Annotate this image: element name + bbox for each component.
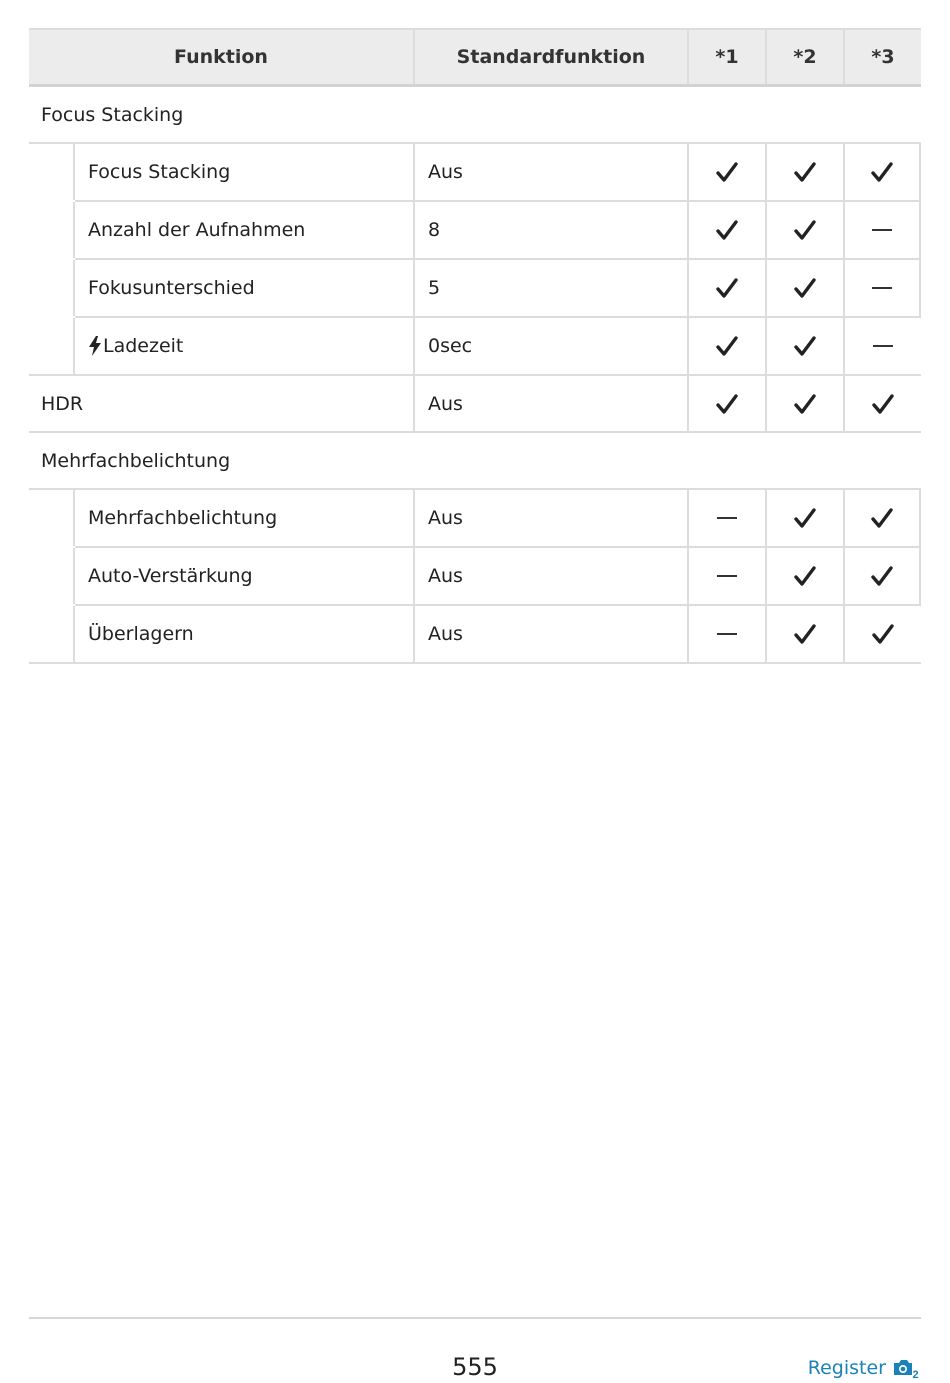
check-icon [794, 219, 816, 241]
mark-cell [689, 606, 767, 662]
mark-cell [767, 376, 845, 431]
row-label: Anzahl der Aufnahmen [75, 202, 415, 258]
mark-cell [767, 606, 845, 662]
table-row [29, 260, 921, 318]
svg-text:2: 2 [912, 1369, 919, 1379]
dash-icon [717, 575, 737, 577]
table-row [29, 144, 921, 202]
row-default: Aus [415, 548, 689, 604]
mark-cell [845, 202, 921, 258]
check-icon [716, 219, 738, 241]
header-function: Funktion [29, 30, 415, 84]
mark-cell [767, 202, 845, 258]
check-icon [794, 335, 816, 357]
mark-cell [845, 144, 921, 200]
mark-cell [689, 144, 767, 200]
dash-icon [717, 633, 737, 635]
check-icon [872, 393, 894, 415]
mark-cell [689, 318, 767, 374]
row-label: Mehrfachbelichtung [75, 490, 415, 546]
row-label: Ladezeit [103, 335, 184, 357]
dash-icon [873, 345, 893, 347]
register-label[interactable]: Register [807, 1357, 886, 1379]
mark-cell [845, 606, 921, 662]
dash-icon [872, 287, 892, 289]
check-icon [794, 161, 816, 183]
check-icon [716, 161, 738, 183]
row-default: Aus [415, 144, 689, 200]
camera-2-icon[interactable] [892, 1357, 920, 1379]
group-row-multiple-exposure [29, 433, 921, 490]
row-label: Auto-Verstärkung [75, 548, 415, 604]
mark-cell [845, 260, 921, 316]
footer-divider [29, 1317, 921, 1319]
row-default: 8 [415, 202, 689, 258]
table-header [29, 28, 921, 87]
check-icon [794, 623, 816, 645]
row-label: Fokusunterschied [75, 260, 415, 316]
check-icon [871, 507, 893, 529]
table-row [29, 606, 921, 664]
table-row [29, 318, 921, 376]
group-row-focus-stacking [29, 87, 921, 144]
group-label: Focus Stacking [41, 103, 184, 126]
row-default: 5 [415, 260, 689, 316]
header-col2: *2 [767, 30, 845, 84]
check-icon [871, 161, 893, 183]
check-icon [871, 565, 893, 587]
row-default: Aus [415, 606, 689, 662]
table-row [29, 202, 921, 260]
row-label: Überlagern [75, 606, 415, 662]
row-default: 0sec [415, 318, 689, 374]
check-icon [716, 393, 738, 415]
check-icon [716, 277, 738, 299]
settings-table [29, 28, 921, 664]
mark-cell [767, 318, 845, 374]
dash-icon [872, 229, 892, 231]
mark-cell [767, 548, 845, 604]
mark-cell [845, 318, 921, 374]
header-default: Standardfunktion [415, 30, 689, 84]
dash-icon [717, 517, 737, 519]
check-icon [716, 335, 738, 357]
check-icon [794, 507, 816, 529]
check-icon [794, 277, 816, 299]
mark-cell [689, 376, 767, 431]
mark-cell [689, 260, 767, 316]
row-default: Aus [415, 490, 689, 546]
check-icon [872, 623, 894, 645]
check-icon [794, 393, 816, 415]
mark-cell [689, 490, 767, 546]
header-col1: *1 [689, 30, 767, 84]
mark-cell [845, 490, 921, 546]
table-row [29, 548, 921, 606]
mark-cell [689, 202, 767, 258]
row-label-with-icon [75, 318, 415, 374]
row-default: Aus [415, 376, 689, 431]
mark-cell [767, 260, 845, 316]
row-label: HDR [29, 376, 415, 431]
mark-cell [767, 490, 845, 546]
header-col3: *3 [871, 46, 895, 68]
mark-cell [845, 548, 921, 604]
row-label: Focus Stacking [75, 144, 415, 200]
flash-icon [88, 336, 102, 356]
table-row [29, 490, 921, 548]
mark-cell [767, 144, 845, 200]
mark-cell [689, 548, 767, 604]
table-row-hdr [29, 376, 921, 433]
check-icon [794, 565, 816, 587]
page-number: 555 [452, 1353, 498, 1381]
mark-cell [845, 376, 921, 431]
register-link[interactable] [808, 1357, 920, 1379]
group-label: Mehrfachbelichtung [41, 449, 231, 472]
